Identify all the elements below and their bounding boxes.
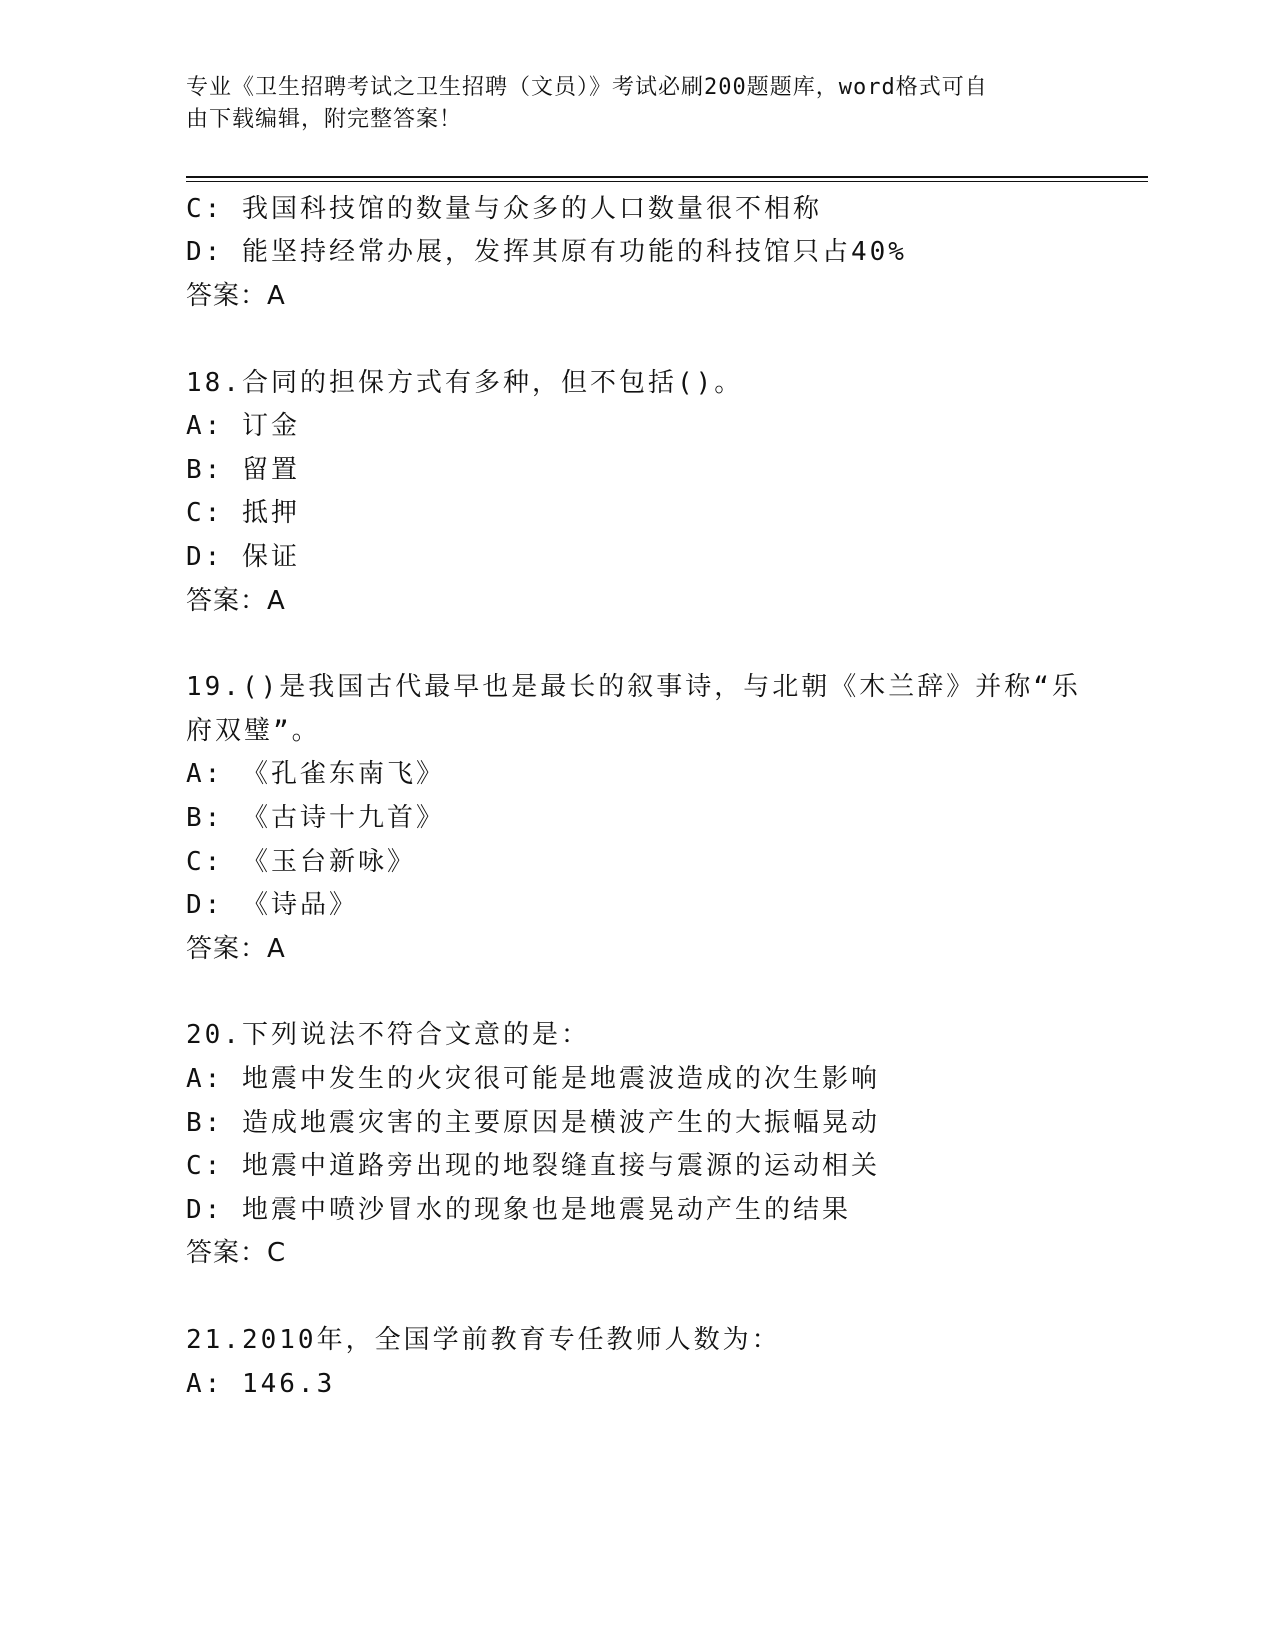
q17-answer: 答案：A xyxy=(186,281,286,311)
q19-option-d: D: 《诗品》 xyxy=(186,890,358,920)
q20-option-a: A: 地震中发生的火灾很可能是地震波造成的次生影响 xyxy=(186,1064,880,1094)
q18-option-d: D: 保证 xyxy=(186,542,300,572)
q19-question-line-1: 19.()是我国古代最早也是最长的叙事诗，与北朝《木兰辞》并称“乐 xyxy=(186,672,1081,702)
q18-option-b: B: 留置 xyxy=(186,455,300,485)
header-divider-thick xyxy=(186,176,1148,178)
header-line-1: 专业《卫生招聘考试之卫生招聘（文员）》考试必刷200题题库，word格式可自 xyxy=(186,75,988,100)
q18-question: 18.合同的担保方式有多种，但不包括()。 xyxy=(186,368,744,398)
q19-option-b: B: 《古诗十九首》 xyxy=(186,803,445,833)
q20-answer: 答案：C xyxy=(186,1238,287,1268)
q18-option-c: C: 抵押 xyxy=(186,498,300,528)
header-line-2: 由下载编辑，附完整答案！ xyxy=(186,107,463,132)
header-divider-thin xyxy=(186,181,1148,182)
q19-option-c: C: 《玉台新咏》 xyxy=(186,847,416,877)
q21-question: 21.2010年，全国学前教育专任教师人数为： xyxy=(186,1325,781,1355)
q19-option-a: A: 《孔雀东南飞》 xyxy=(186,759,445,789)
q20-option-c: C: 地震中道路旁出现的地裂缝直接与震源的运动相关 xyxy=(186,1151,880,1181)
q17-option-c: C: 我国科技馆的数量与众多的人口数量很不相称 xyxy=(186,194,822,224)
q18-option-a: A: 订金 xyxy=(186,411,300,441)
document-header xyxy=(186,72,1066,136)
q20-option-d: D: 地震中喷沙冒水的现象也是地震晃动产生的结果 xyxy=(186,1195,851,1225)
q20-option-b: B: 造成地震灾害的主要原因是横波产生的大振幅晃动 xyxy=(186,1108,880,1138)
q18-answer: 答案：A xyxy=(186,586,286,616)
q17-option-d: D: 能坚持经常办展，发挥其原有功能的科技馆只占40% xyxy=(186,237,907,267)
q19-answer: 答案：A xyxy=(186,934,286,964)
q21-option-a: A: 146.3 xyxy=(186,1369,336,1399)
q20-question: 20.下列说法不符合文意的是： xyxy=(186,1020,590,1050)
q19-question-line-2: 府双璧”。 xyxy=(186,716,321,746)
